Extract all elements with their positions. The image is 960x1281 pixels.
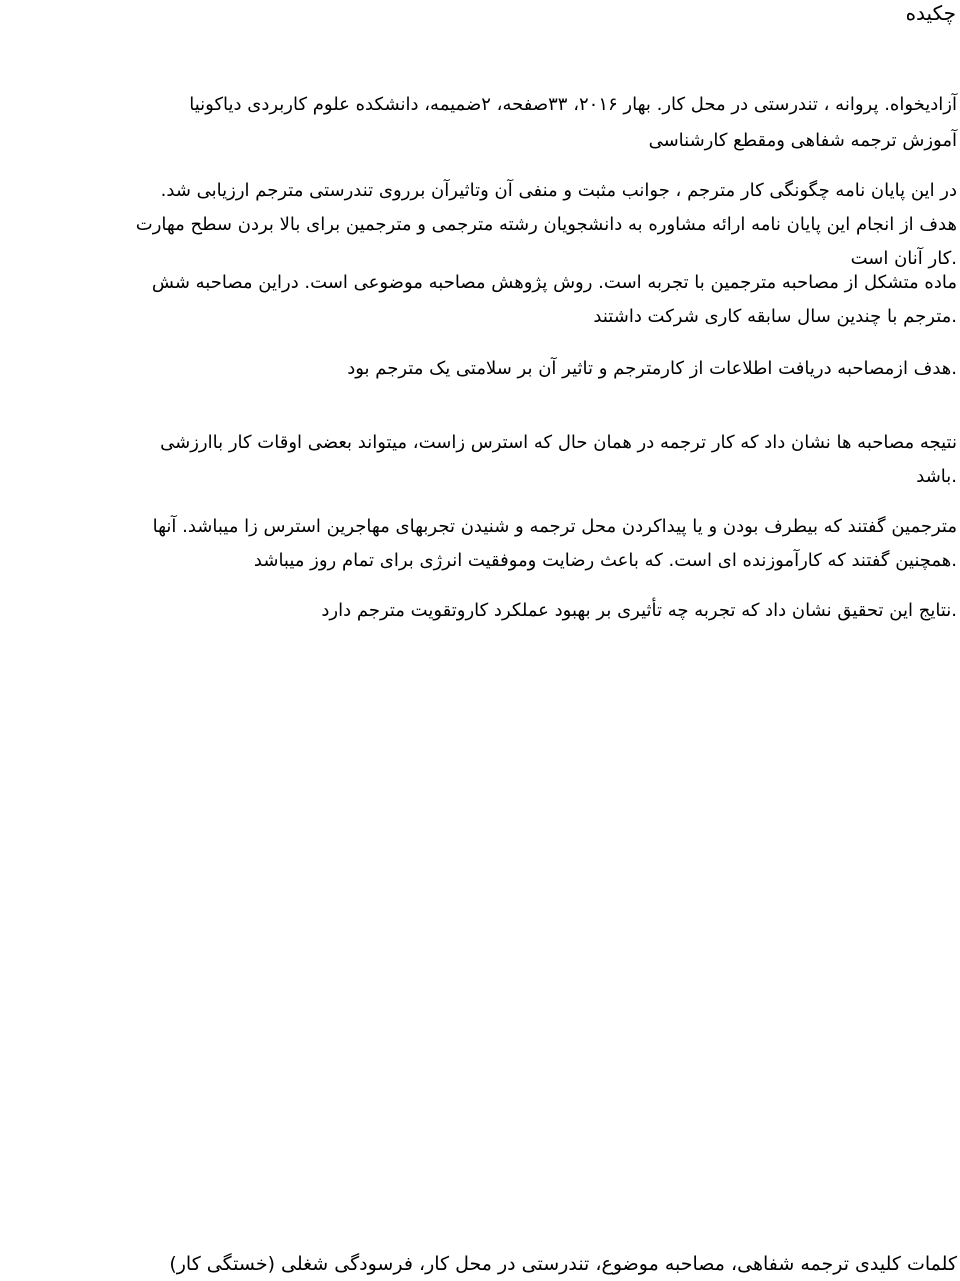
keywords-line: کلمات کلیدی ترجمه شفاهی، مصاحبه موضوع، تندرستی در محل کار، فرسودگی شغلی (خستگی کار) [169, 1253, 957, 1275]
paragraph-5-line-1: مترجمین گفتند که بیطرف بودن و یا پیداکردن محل ترجمه و شنیدن تجربهای مهاجرین استرس زا میباشد. آنها [152, 516, 957, 537]
paragraph-1-line-1: در این پایان نامه چگونگی کار مترجم ، جوانب مثبت و منفی آن وتاثیرآن برروی تندرستی مترجم ارزیابی شد. [160, 180, 957, 201]
paragraph-4-line-2: .باشد [916, 466, 957, 487]
meta-line-2: آموزش ترجمه شفاهی ومقطع کارشناسی [648, 130, 957, 151]
paragraph-6-line-1: .نتایج این تحقیق نشان داد که تجربه چه تأثیری بر بهبود عملکرد کاروتقویت مترجم دارد [321, 600, 957, 621]
paragraph-2-line-1: ماده متشکل از مصاحبه مترجمین با تجربه است. روش پژوهش مصاحبه موضوعی است. دراین مصاحبه شش [151, 272, 957, 293]
paragraph-2-line-2: .مترجم با چندین سال سابقه کاری شرکت داشتند [593, 306, 957, 327]
paragraph-1-line-2: هدف از انجام این پایان نامه ارائه مشاوره به دانشجویان رشته مترجمی و مترجمین برای بالا بردن سطح مهارت [135, 214, 957, 235]
page-title: چکیده [905, 1, 956, 25]
meta-line-1: آزادیخواه. پروانه ، تندرستی در محل کار. بهار ۲۰۱۶، ۳۳صفحه، ۲ضمیمه، دانشکده علوم کاربردی دیاکونیا [189, 94, 957, 115]
paragraph-1-line-3: .کار آنان است [850, 248, 957, 269]
paragraph-3-line-1: .هدف ازمصاحبه دریافت اطلاعات از کارمترجم و تاثیر آن بر سلامتی یک مترجم بود [347, 358, 957, 379]
paragraph-5-line-2: .همچنین گفتند که کارآموزنده ای است. که باعث رضایت وموفقیت انرژی برای تمام روز میباشد [253, 550, 957, 571]
paragraph-4-line-1: نتیجه مصاحبه ها نشان داد که کار ترجمه در همان حال که استرس زاست، میتواند بعضی اوقات کار باارزشی [160, 432, 957, 453]
